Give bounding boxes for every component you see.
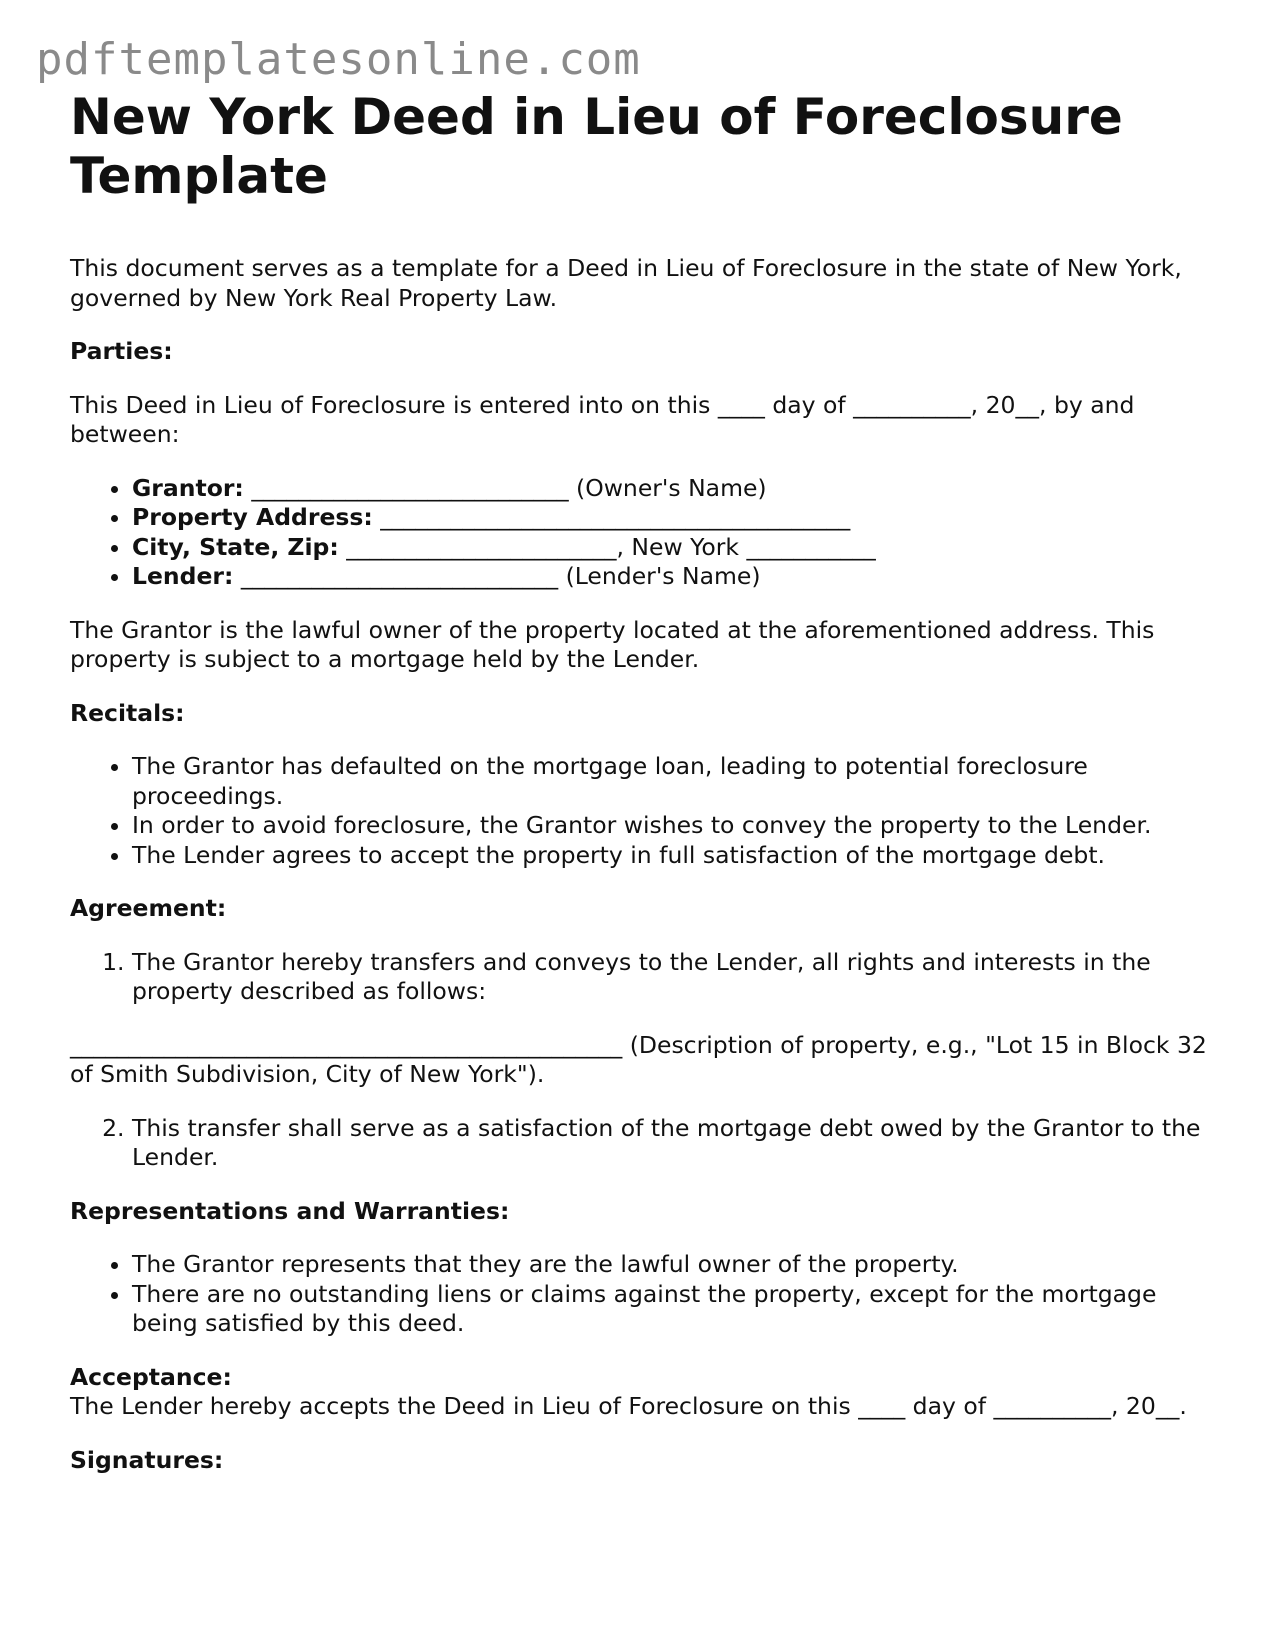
agreement-list-1 [70, 948, 1220, 1007]
document-title: New York Deed in Lieu of Foreclosure Template [70, 88, 1123, 205]
agreement-list-2 [70, 1114, 1220, 1173]
list-item: 2. This transfer shall serve as a satisfaction of the mortgage debt owed by the Grantor to the Lender. [132, 1114, 1220, 1173]
property-address-blank: ________________________________________ [372, 503, 851, 531]
list-item: • In order to avoid foreclosure, the Grantor wishes to convey the property to the Lender. [132, 811, 1220, 841]
city-state-zip-label: City, State, Zip: [132, 532, 339, 561]
parties-list [70, 474, 1220, 592]
property-address-label: Property Address: [132, 503, 373, 531]
grantor-blank: ___________________________ (Owner's Name) [243, 473, 767, 502]
watermark: pdftemplatesonline.com [36, 34, 641, 85]
list-item: • The Grantor has defaulted on the mortgage loan, leading to potential foreclosure proceedings. [132, 752, 1220, 811]
list-item [132, 562, 1220, 592]
parties-text: This Deed in Lieu of Foreclosure is entered into on this ____ day of __________, 20__, by and between: [70, 390, 1135, 448]
list-item: • The Lender agrees to accept the property in full satisfaction of the mortgage debt. [132, 841, 1220, 871]
list-item [132, 503, 1220, 533]
list-item: 1. The Grantor hereby transfers and conveys to the Lender, all rights and interests in the property described as follows: [132, 948, 1220, 1007]
warranties-list [70, 1250, 1220, 1339]
grantor-label: Grantor: [132, 473, 244, 502]
document-page [70, 88, 1220, 1475]
warranties-heading: Representations and Warranties: [70, 1196, 510, 1225]
lender-blank: ___________________________ (Lender's Name) [233, 562, 761, 590]
recitals-heading: Recitals: [70, 698, 185, 727]
intro-paragraph: This document serves as a template for a Deed in Lieu of Foreclosure in the state of New York, governed by New York Real Property Law. [70, 254, 1182, 312]
signatures-heading: Signatures: [70, 1445, 224, 1474]
list-item [132, 533, 1220, 563]
list-item [132, 474, 1220, 504]
property-description: _______________________________________________ (Description of property, e.g., "Lot 15 in Block 32 of Smith Subdivision, City of New York"). [70, 1030, 1207, 1088]
city-state-zip-blank: _______________________, New York ___________ [338, 532, 876, 561]
acceptance-text: The Lender hereby accepts the Deed in Lieu of Foreclosure on this ____ day of __________, 20__. [70, 1392, 1187, 1420]
parties-heading: Parties: [70, 337, 173, 365]
lender-label: Lender: [132, 562, 234, 590]
recitals-list [70, 752, 1220, 870]
parties-closing: The Grantor is the lawful owner of the property located at the aforementioned address. This property is subject to a mortgage held by the Lender. [70, 615, 1155, 673]
agreement-heading: Agreement: [70, 894, 227, 922]
acceptance-heading: Acceptance: [70, 1362, 232, 1391]
list-item: • The Grantor represents that they are the lawful owner of the property. [132, 1250, 1220, 1280]
list-item: • There are no outstanding liens or claims against the property, except for the mortgage being satisfied by this deed. [132, 1280, 1220, 1339]
